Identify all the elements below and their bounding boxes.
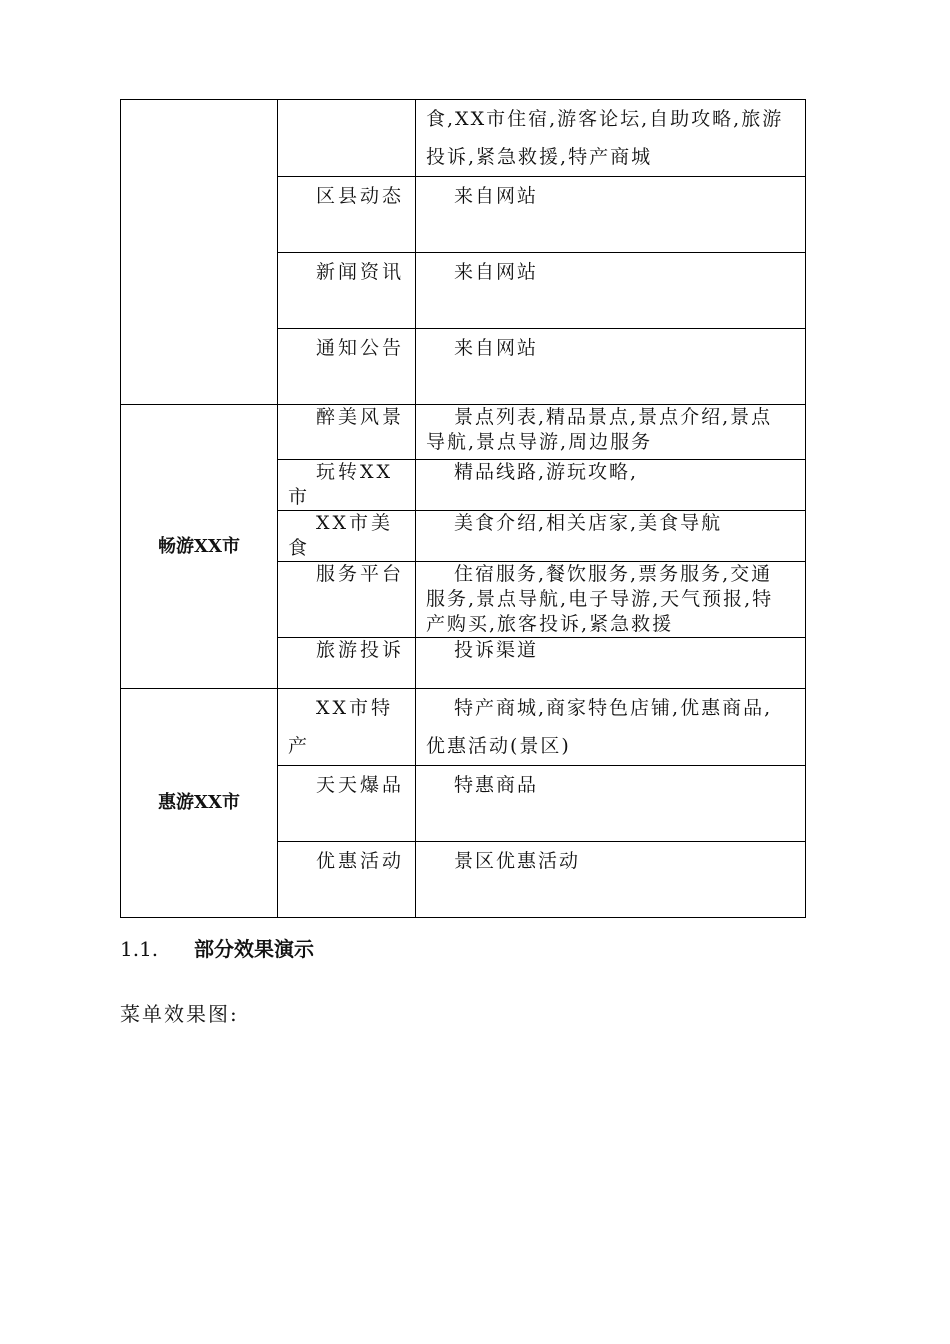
item-cell: 旅游投诉 (278, 638, 416, 689)
section-cell: 畅游XX市 (121, 405, 278, 689)
section-cell: 惠游XX市 (121, 689, 278, 918)
item-cell: XX市美食 (278, 511, 416, 562)
item-cell: XX市特产 (278, 689, 416, 766)
item-cell: 服务平台 (278, 562, 416, 638)
item-cell: 通知公告 (278, 329, 416, 405)
desc-cell: 来自网站 (416, 329, 806, 405)
table-row (121, 689, 806, 766)
desc-cell: 食,XX市住宿,游客论坛,自助攻略,旅游投诉,紧急救援,特产商城 (416, 100, 806, 177)
heading-title: 部分效果演示 (194, 937, 314, 961)
desc-cell: 特惠商品 (416, 766, 806, 842)
desc-cell: 美食介绍,相关店家,美食导航 (416, 511, 806, 562)
table-row (121, 100, 806, 177)
item-cell: 醉美风景 (278, 405, 416, 460)
desc-cell: 特产商城,商家特色店铺,优惠商品,优惠活动(景区) (416, 689, 806, 766)
desc-cell: 来自网站 (416, 177, 806, 253)
desc-cell: 住宿服务,餐饮服务,票务服务,交通服务,景点导航,电子导游,天气预报,特产购买,旅客投诉,紧急救援 (416, 562, 806, 638)
item-cell: 天天爆品 (278, 766, 416, 842)
desc-cell: 景点列表,精品景点,景点介绍,景点导航,景点导游,周边服务 (416, 405, 806, 460)
item-cell: 优惠活动 (278, 842, 416, 918)
desc-cell: 投诉渠道 (416, 638, 806, 689)
table-row (121, 405, 806, 460)
item-cell: 玩转XX市 (278, 460, 416, 511)
item-cell (278, 100, 416, 177)
item-cell: 区县动态 (278, 177, 416, 253)
desc-cell: 景区优惠活动 (416, 842, 806, 918)
body-paragraph: 菜单效果图: (120, 1002, 239, 1026)
section-cell-empty (121, 100, 278, 405)
menu-structure-table (120, 99, 806, 918)
section-heading (120, 933, 314, 962)
heading-number: 1.1. (120, 937, 159, 961)
item-cell: 新闻资讯 (278, 253, 416, 329)
desc-cell: 精品线路,游玩攻略, (416, 460, 806, 511)
desc-cell: 来自网站 (416, 253, 806, 329)
